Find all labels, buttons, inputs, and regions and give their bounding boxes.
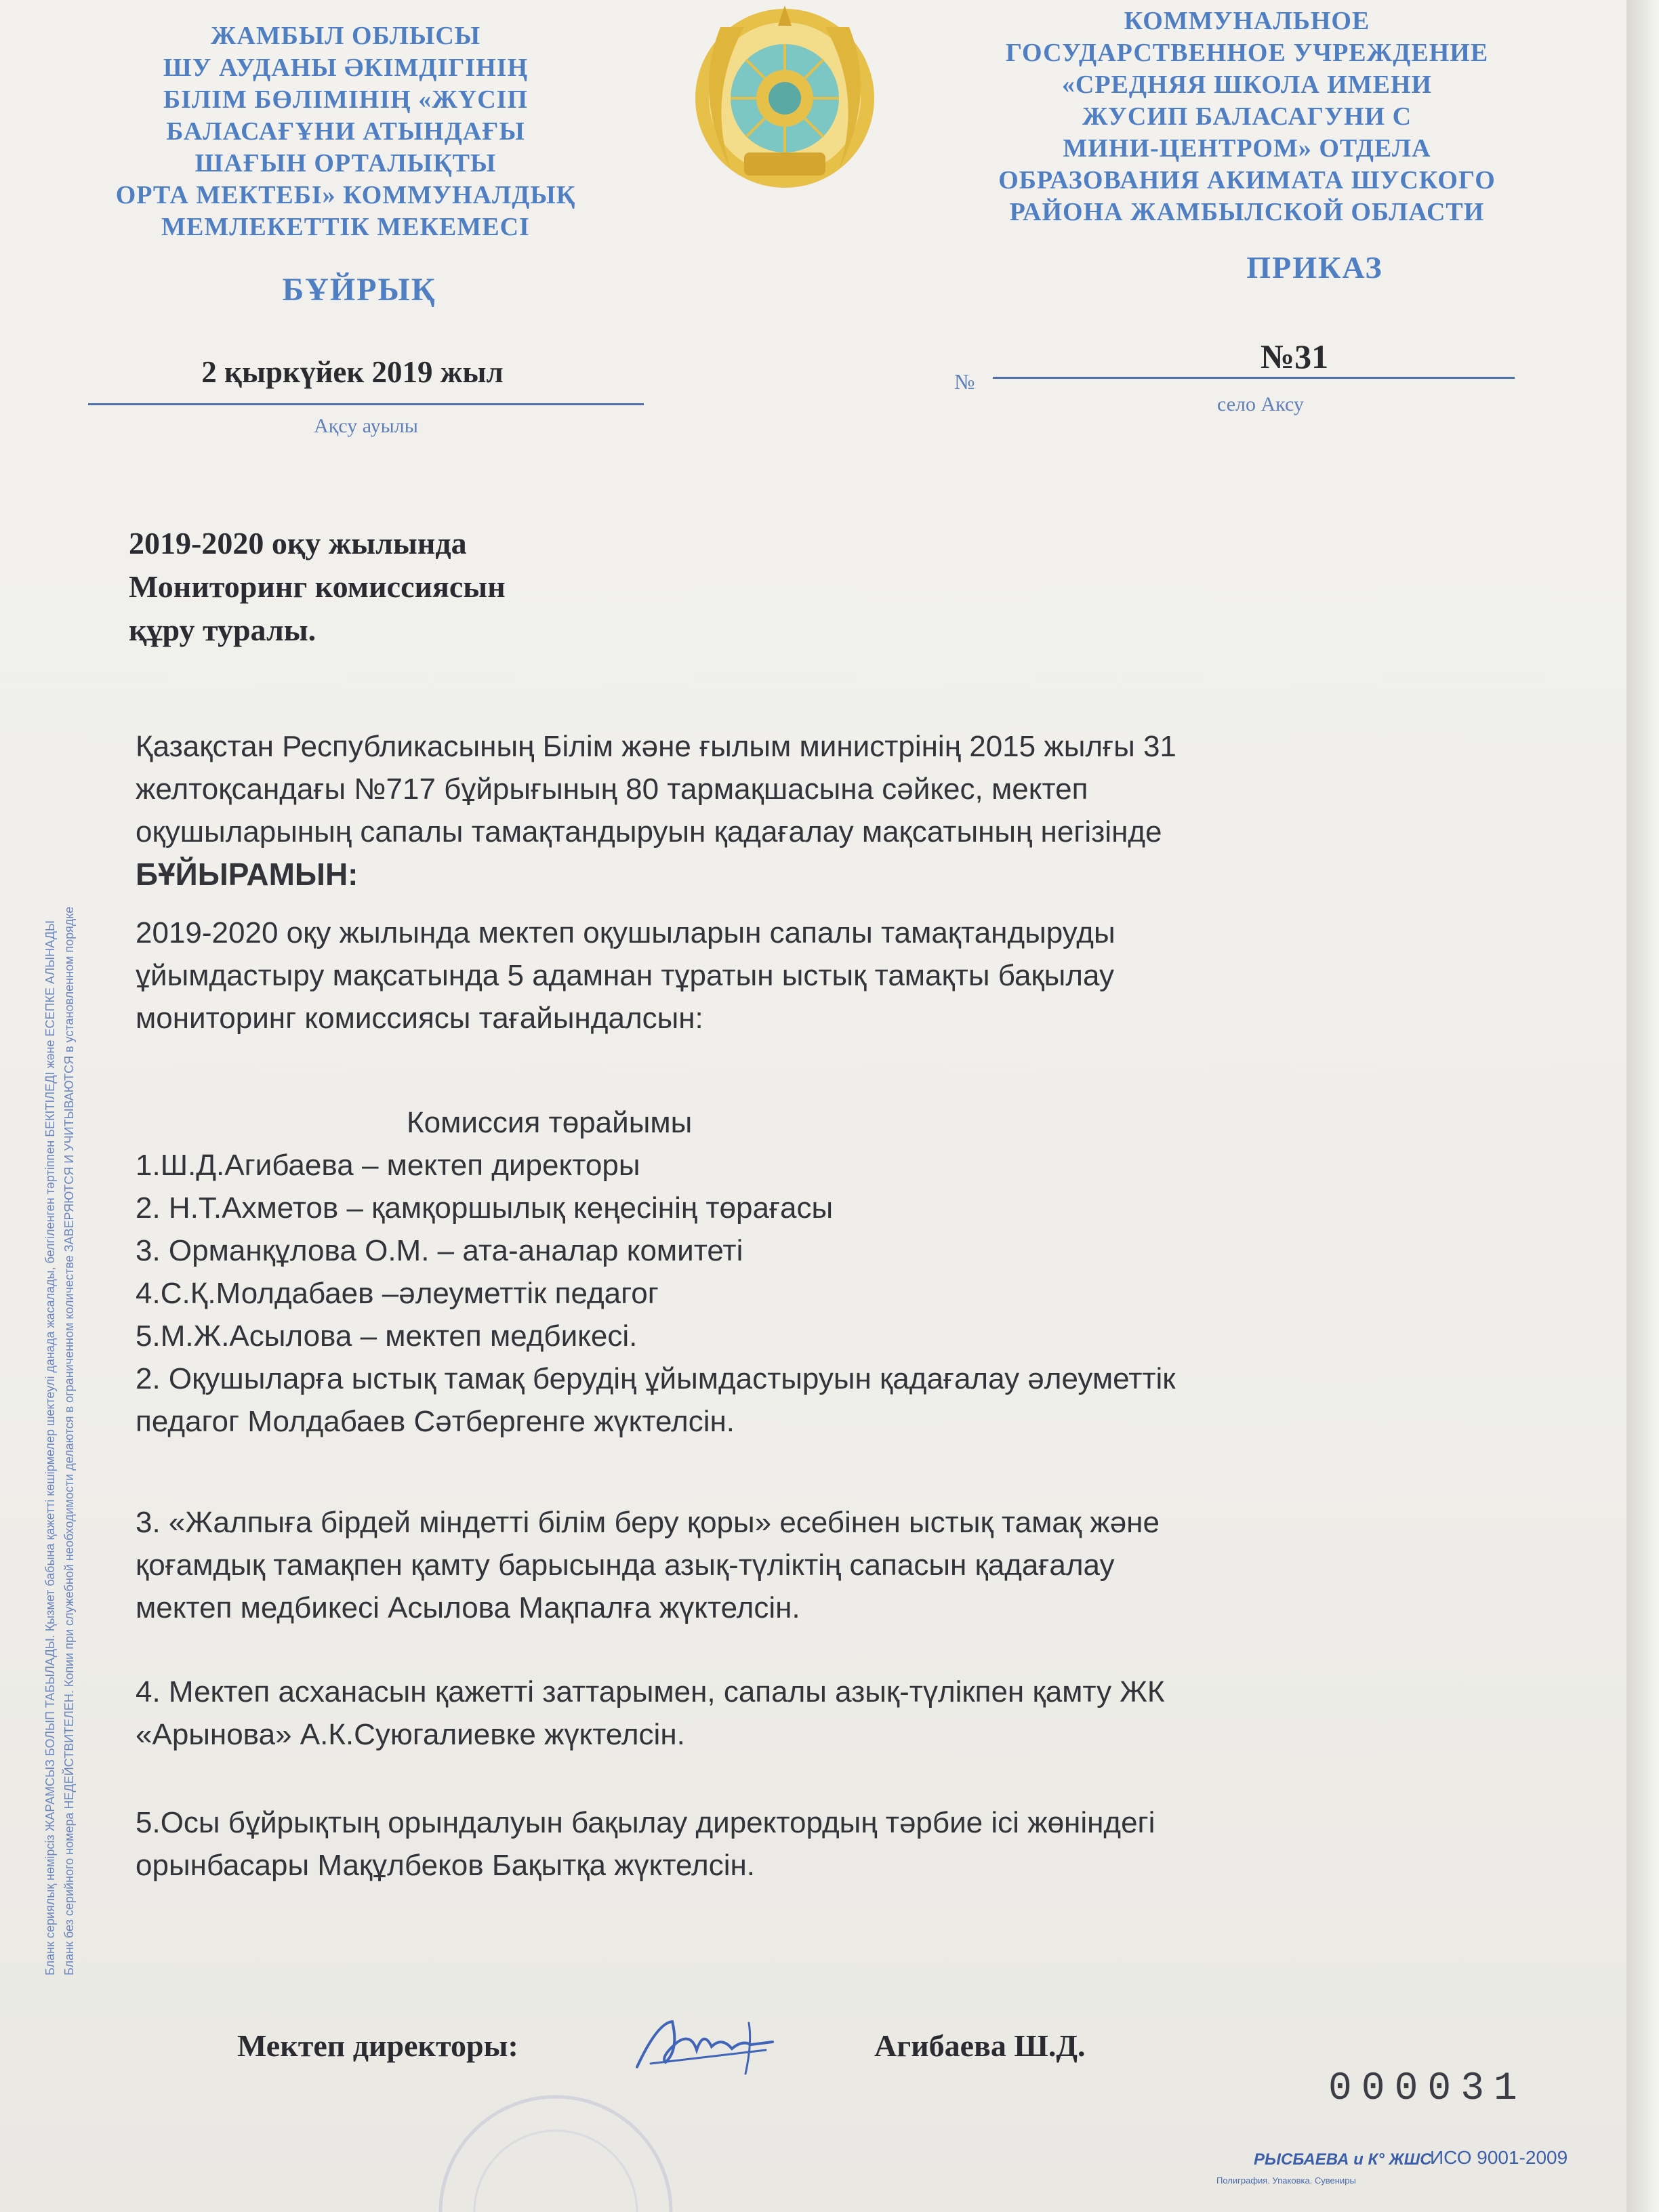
paragraph-3-line: мектеп медбикесі Асылова Мақпалға жүктелсін. <box>136 1591 800 1624</box>
list-item: 3. Орманқұлова О.М. – ата-аналар комитеті <box>136 1234 743 1267</box>
printer-subtitle: Полиграфия. Упаковка. Сувениры <box>1216 2175 1356 2186</box>
paragraph-5 <box>136 1801 1484 1887</box>
header-ru-line: МИНИ-ЦЕНТРОМ» ОТДЕЛА <box>1063 134 1431 163</box>
appoint-paragraph <box>136 912 1464 1040</box>
paragraph-2-line: 2. Оқушыларға ыстық тамақ берудің ұйымдастыруын қадағалау әлеуметтік <box>136 1362 1176 1395</box>
header-ru-line: ЖУСИП БАЛАСАГУНИ С <box>1082 102 1412 131</box>
paragraph-5-line: 5.Осы бұйрықтың орындалуын бақылау директордың тәрбие ісі жөніндегі <box>136 1806 1155 1839</box>
subject-line: Мониторинг комиссиясын <box>129 569 506 604</box>
signature-icon <box>630 2009 779 2084</box>
appoint-line: ұйымдастыру мақсатында 5 адамнан тұратын ыстық тамақты бақылау <box>136 959 1114 992</box>
commission-list <box>136 1101 1484 1443</box>
intro-line: оқушыларының сапалы тамақтандыруын қадағалау мақсатының негізінде <box>136 815 1162 848</box>
side-note-line: Бланк сериялық нөмірсіз ЖАРАМСЫЗ БОЛЫП ТАБЫЛАДЫ. Қызмет бабына қажетті көшірмелер шектеулі данада жасалады, белгіленген тәртіппен БЕКІТІЛЕДІ және ЕСЕПКЕ АЛЫНАДЫ <box>43 920 57 1975</box>
order-word: БҰЙЫРАМЫН: <box>136 857 359 892</box>
subject-line: құру туралы. <box>129 613 316 647</box>
header-kz-line: ШАҒЫН ОРТАЛЫҚТЫ <box>194 149 497 178</box>
paragraph-3-line: 3. «Жалпыға бірдей міндетті білім беру қоры» есебінен ыстық тамақ және <box>136 1506 1160 1539</box>
subject-line: 2019-2020 оқу жылында <box>129 526 467 560</box>
order-title-kz: БҰЙРЫҚ <box>282 272 436 308</box>
number-underline <box>993 377 1515 379</box>
paragraph-5-line: орынбасары Мақұлбеков Бақытқа жүктелсін. <box>136 1849 755 1882</box>
order-subject <box>129 522 671 652</box>
paragraph-3-line: қоғамдық тамақпен қамту барысында азық-түліктің сапасын қадағалау <box>136 1549 1115 1582</box>
intro-line: желтоқсандағы №717 бұйрығының 80 тармақшасына сәйкес, мектеп <box>136 773 1088 806</box>
commission-heading: Комиссия төрайымы <box>407 1106 693 1139</box>
paragraph-4-line: 4. Мектеп асханасын қажетті заттарымен, сапалы азық-түлікпен қамту ЖК <box>136 1675 1165 1708</box>
header-kz-line: ОРТА МЕКТЕБІ» КОММУНАЛДЫҚ <box>115 181 576 209</box>
stamp-icon <box>434 2087 678 2212</box>
header-kz-line: БІЛІМ БӨЛІМІНІҢ «ЖҮСІП <box>163 85 529 114</box>
header-ru-line: КОММУНАЛЬНОЕ <box>1124 7 1370 35</box>
paragraph-4-line: «Арынова» А.К.Суюгалиевке жүктелсін. <box>136 1718 685 1751</box>
side-note <box>41 620 79 1975</box>
paragraph-4 <box>136 1671 1484 1756</box>
place-kz: Ақсу ауылы <box>314 415 418 437</box>
state-emblem-icon <box>680 0 890 197</box>
header-ru-line: ГОСУДАРСТВЕННОЕ УЧРЕЖДЕНИЕ <box>1005 39 1489 67</box>
signer-name: Агибаева Ш.Д. <box>874 2028 1086 2063</box>
intro-line: Қазақстан Республикасының Білім және ғылым министрінің 2015 жылғы 31 <box>136 730 1176 763</box>
date-underline <box>88 403 644 405</box>
order-number: №31 <box>1260 337 1329 375</box>
paragraph-3 <box>136 1501 1484 1629</box>
header-kz-line: ЖАМБЫЛ ОБЛЫСЫ <box>210 22 481 50</box>
side-note-line: Бланк без серийного номера НЕДЕЙСТВИТЕЛЕН. Копии при служебной необходимости делаются в ограниченном количестве ЗАВЕРЯЮТСЯ И УЧИТЫВАЮТСЯ в установленном порядке <box>62 906 76 1975</box>
serial-number: 000031 <box>1328 2067 1527 2111</box>
paragraph-2-line: педагог Молдабаев Сәтбергенге жүктелсін. <box>136 1405 735 1438</box>
list-item: 1.Ш.Д.Агибаева – мектеп директоры <box>136 1149 640 1182</box>
header-ru-line: «СРЕДНЯЯ ШКОЛА ИМЕНИ <box>1061 70 1433 99</box>
header-kz-line: БАЛАСАҒҰНИ АТЫНДАҒЫ <box>166 117 525 146</box>
header-kz-line: МЕМЛЕКЕТТІК МЕКЕМЕСІ <box>161 213 530 241</box>
list-item: 5.М.Ж.Асылова – мектеп медбикесі. <box>136 1319 638 1353</box>
printer-brand: РЫСБАЕВА и К° ЖШС <box>1254 2150 1432 2169</box>
intro-paragraph <box>136 725 1484 896</box>
list-item: 4.С.Қ.Молдабаев –әлеуметтік педагог <box>136 1277 659 1310</box>
printer-iso: ИСО 9001-2009 <box>1430 2147 1568 2168</box>
order-date: 2 қыркүйек 2019 жыл <box>201 355 504 389</box>
appoint-line: мониторинг комиссиясы тағайындалсын: <box>136 1002 703 1035</box>
list-item: 2. Н.Т.Ахметов – қамқоршылық кеңесінің төрағасы <box>136 1191 834 1225</box>
appoint-line: 2019-2020 оқу жылында мектеп оқушыларын сапалы тамақтандыруды <box>136 916 1115 949</box>
signature-label: Мектеп директоры: <box>237 2028 518 2063</box>
place-ru: село Аксу <box>1217 393 1304 415</box>
header-ru <box>949 5 1545 228</box>
background-edge <box>1626 0 1659 2212</box>
order-title-ru: ПРИКАЗ <box>1246 250 1383 285</box>
header-ru-line: РАЙОНА ЖАМБЫЛСКОЙ ОБЛАСТИ <box>1009 198 1485 226</box>
number-label: № <box>954 369 975 394</box>
header-ru-line: ОБРАЗОВАНИЯ АКИМАТА ШУСКОГО <box>998 166 1496 194</box>
header-kz <box>88 20 603 243</box>
header-kz-line: ШУ АУДАНЫ ӘКІМДІГІНІҢ <box>163 54 529 82</box>
